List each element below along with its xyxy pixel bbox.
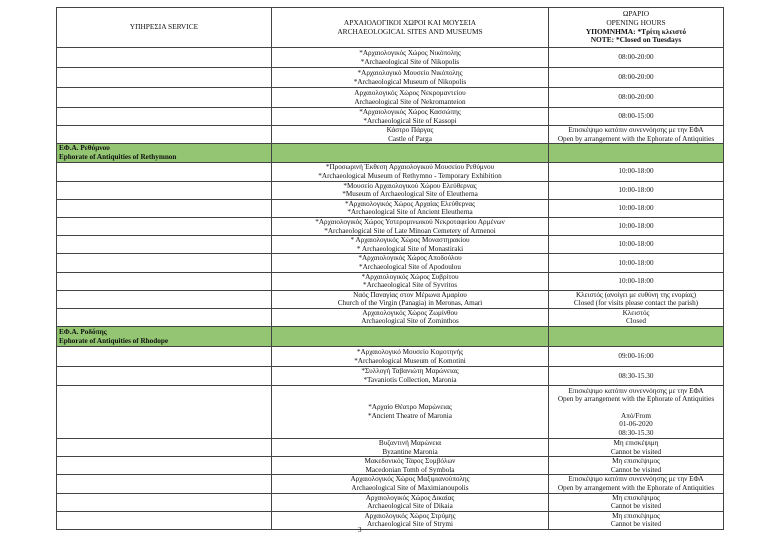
site-name [272,290,549,308]
opening-hours-line: Closed [626,317,646,326]
header-sites: ΑΡΧΑΙΟΛΟΓΙΚΟΙ ΧΩΡΟΙ ΚΑΙ ΜΟΥΣΕΙΑ ARCHAEOLOGICAL SITES AND MUSEUMS [272,8,549,48]
site-name-line: *Αρχαιολογικός Χώρος Υστερομινωικού Νεκροταφείου Αρμένων [315,217,505,226]
service-cell [57,347,272,367]
site-name-line: Archaeological Site of Dikaia [367,502,453,511]
site-name-line: *Tavaniotis Collection, Maronia [363,376,457,385]
table-row [57,254,724,272]
site-name-line: Αρχαιολογικός Χώρος Νεκρομαντείου [354,88,466,97]
site-name-line: Βυζαντινή Μαρώνεια [378,439,442,448]
opening-hours-line: 01-06-2020 [619,420,653,429]
site-name-line: Ναός Παναγίας στον Μέρωνα Αμαρίου [353,290,467,299]
table-row [57,48,724,68]
opening-hours-line: Μη επισκέψιμος [612,457,660,466]
site-name-line: *Αρχαίο Θέατρο Μαρώνειας [368,403,452,412]
table-row [57,162,724,181]
service-cell [57,254,272,272]
opening-hours [549,457,724,475]
opening-hours [549,254,724,272]
site-name [272,475,549,493]
table-row [57,308,724,326]
service-cell [57,181,272,199]
service-cell [57,199,272,217]
site-name-line: Αρχαιολογικός Χώρος Ζωμίνθου [362,308,458,317]
site-name-line: Byzantine Maronia [382,447,438,456]
site-name [272,162,549,181]
site-name [272,367,549,386]
service-name-line: ΕΦ.Α. Ροδόπης [59,327,107,336]
table-row [57,217,724,235]
table-row [57,475,724,493]
site-name-line: *Αρχαιολογικός Χώρος Αρχαίας Ελεύθερνας [345,199,475,208]
site-name-line: Αρχαιολογικός Χώρος Δικαίας [365,493,455,502]
opening-hours [549,88,724,108]
service-cell [57,68,272,88]
opening-hours [549,162,724,181]
opening-hours-line: 10:00-18:00 [618,185,654,194]
opening-hours-line: 08:00-20:00 [618,53,654,62]
site-name [272,439,549,457]
site-name [272,181,549,199]
site-name [272,254,549,272]
opening-hours-line: Cannot be visited [610,447,662,456]
opening-hours [549,68,724,88]
opening-hours [549,439,724,457]
table-row [57,347,724,367]
service-cell [57,108,272,126]
opening-hours-line: Open by arrangement with the Ephorate of Antiquities [557,395,715,404]
site-name-line: *Μουσείο Αρχαιολογικού Χώρου Ελεύθερνας [343,181,477,190]
opening-hours-sheet [56,7,714,530]
service-cell [57,386,272,439]
opening-hours-line: 10:00-18:00 [618,258,654,267]
section-empty-cell [272,144,549,162]
table-row [57,457,724,475]
service-cell [57,308,272,326]
opening-hours [549,272,724,290]
table-row [57,68,724,88]
site-name [272,68,549,88]
site-name [272,48,549,68]
opening-hours-table [56,7,724,530]
site-name [272,217,549,235]
site-name-line: *Αρχαιολογικός Χώρος Νικόπολης [359,48,461,57]
service-cell [57,290,272,308]
table-row [57,126,724,144]
opening-hours [549,217,724,235]
table-row [57,181,724,199]
site-name-line: *Museum of Archaeological Site of Eleutherna [342,190,478,199]
service-name [57,144,272,162]
opening-hours-line: 08:30-15.30 [618,371,654,380]
header-service: ΥΠΗΡΕΣΙΑ SERVICE [57,8,272,48]
opening-hours-line: Κλειστός [622,308,650,317]
site-name [272,511,549,529]
site-name-line: *Archaeological Site of Nikopolis [360,57,460,66]
service-cell [57,439,272,457]
opening-hours-line: Επισκέψιμο κατόπιν συνεννόησης με την ΕΦΑ [568,126,704,135]
site-name-line: Archaeological Site of Maximianoupolis [351,484,469,493]
opening-hours [549,48,724,68]
table-row [57,367,724,386]
site-name-line: * Archaeological Site of Monastiraki [356,244,464,253]
site-name-line: *Archaeological Site of Syvritos [362,281,458,290]
opening-hours-line: 08:00-20:00 [618,93,654,102]
table-row [57,199,724,217]
site-name [272,199,549,217]
site-name-line: *Αρχαιολογικός Χώρος Αποδούλου [358,254,462,263]
opening-hours [549,199,724,217]
service-cell [57,162,272,181]
opening-hours-line: Από/From [621,411,651,420]
service-name-line: Ephorate of Antiquities of Rhodope [59,336,169,345]
service-cell [57,475,272,493]
opening-hours-line: Μη επισκέψιμος [612,493,660,502]
site-name-line: *Συλλογή Ταβανιώτη Μαρώνειας [361,367,459,376]
opening-hours-line: 08:00-20:00 [618,73,654,82]
site-name-line: *Archaeological Site of Late Minoan Cemetery of Armenoi [324,226,496,235]
opening-hours-line: Open by arrangement with the Ephorate of Antiquities [557,134,715,143]
site-name [272,108,549,126]
opening-hours-line: 10:00-18:00 [618,240,654,249]
opening-hours-line: 08:00-15:00 [618,112,654,121]
opening-hours [549,493,724,511]
service-cell [57,493,272,511]
table-header-row [57,8,724,48]
site-name-line: *Archaeological Site of Ancient Eleutherna [347,208,473,217]
opening-hours-line: Cannot be visited [610,520,662,529]
site-name [272,493,549,511]
table-row [57,88,724,108]
site-name-line: Archaeological Site of Strymi [366,520,454,529]
site-name-line: Μακεδονικός Τάφος Συμβόλων [364,457,456,466]
opening-hours-line: Επισκέψιμο κατόπιν συνεννόησης με την ΕΦΑ [568,386,704,395]
opening-hours [549,181,724,199]
service-name-line: Ephorate of Antiquities of Rethymnon [59,152,177,161]
opening-hours-line: Closed (for visits please contact the parish) [573,299,699,308]
site-name-line: *Αρχαιολογικός Χώρος Κασσώπης [359,108,461,116]
opening-hours-line: 09:00-16:00 [618,352,654,361]
table-row [57,386,724,439]
site-name-line: Αρχαιολογικός Χώρος Μαξιμιανούπολης [350,475,470,484]
site-name-line: *Archaeological Site of Apodoulou [358,262,461,271]
table-row [57,236,724,254]
site-name [272,88,549,108]
site-name-line: Church of the Virgin (Panagia) in Meronas, Amari [337,299,483,308]
opening-hours-line: Επισκέψιμο κατόπιν συνεννόησης με την ΕΦΑ [568,475,704,484]
opening-hours-line: 10:00-18:00 [618,167,654,176]
site-name [272,236,549,254]
opening-hours [549,475,724,493]
opening-hours-line: 10:00-18:00 [618,204,654,213]
table-row [57,108,724,126]
site-name-line: Archaeological Site of Zominthos [361,317,459,326]
service-cell [57,511,272,529]
opening-hours-line: 08:30-15.30 [618,428,654,437]
site-name-line: *Ancient Theatre of Maronia [368,412,452,421]
header-hours: ΩΡΑΡΙΟ OPENING HOURS ΥΠΟΜΝΗΜΑ: *Τρίτη κλειστό NOTE: *Closed on Tuesdays [549,8,724,48]
opening-hours-line: 10:00-18:00 [618,276,654,285]
opening-hours [549,290,724,308]
site-name-line: *Αρχαιολογικός Χώρος Συβρίτου [361,272,459,281]
section-row [57,144,724,162]
opening-hours [549,386,724,439]
opening-hours [549,236,724,254]
opening-hours-line: Cannot be visited [610,465,662,474]
site-name-line: *Αρχαιολογικό Μουσείο Κομοτηνής [356,347,464,356]
site-name [272,272,549,290]
site-name-line: *Archaeological Museum of Rethymno - Temporary Exhibition [318,171,502,180]
site-name-line: *Archaeological Site of Kassopi [363,116,457,125]
service-cell [57,272,272,290]
opening-hours-line: Μη επισκέψιμη [613,439,659,448]
opening-hours [549,347,724,367]
opening-hours-line [551,404,721,412]
service-cell [57,48,272,68]
opening-hours [549,308,724,326]
opening-hours-line: Cannot be visited [610,502,662,511]
opening-hours [549,108,724,126]
service-cell [57,217,272,235]
site-name-line: *Αρχαιολογικό Μουσείο Νικόπολης [357,68,463,77]
site-name-line: Archaeological Site of Nekromanteion [354,97,466,106]
site-name-line: Κάστρο Πάργας [386,126,434,135]
site-name [272,386,549,439]
site-name-line: * Αρχαιολογικός Χώρος Μοναστηρακίου [350,236,470,245]
opening-hours [549,126,724,144]
section-empty-cell [549,327,724,347]
site-name [272,126,549,144]
table-row [57,511,724,529]
service-cell [57,457,272,475]
opening-hours-line: Κλειστός (ανοίγει με ευθύνη της ενορίας) [575,290,697,299]
opening-hours-line: Open by arrangement with the Ephorate of Antiquities [557,484,715,493]
page-number: 3 [358,526,362,534]
section-empty-cell [272,327,549,347]
table-row [57,439,724,457]
site-name [272,308,549,326]
section-row [57,327,724,347]
site-name-line: Castle of Parga [388,134,432,143]
opening-hours-line: 10:00-18:00 [618,222,654,231]
opening-hours-line: Μη επισκέψιμος [612,511,660,520]
service-cell [57,236,272,254]
opening-hours [549,367,724,386]
site-name-line: *Archaeological Museum of Komotini [354,356,466,365]
service-cell [57,367,272,386]
table-row [57,493,724,511]
opening-hours [549,511,724,529]
service-cell [57,126,272,144]
site-name-line: Αρχαιολογικός Χώρος Στρύμης [364,511,456,520]
service-name [57,327,272,347]
table-row [57,272,724,290]
site-name [272,457,549,475]
section-empty-cell [549,144,724,162]
site-name-line: Macedonian Tomb of Symbola [365,465,455,474]
service-name-line: ΕΦ.Α. Ρεθύμνου [59,144,110,153]
service-cell [57,88,272,108]
site-name-line: *Προσωρινή Έκθεση Αρχαιολογικού Μουσείου Ρεθύμνου [325,162,495,171]
table-row [57,290,724,308]
site-name-line: *Archaeological Museum of Nikopolis [353,77,467,86]
site-name [272,347,549,367]
